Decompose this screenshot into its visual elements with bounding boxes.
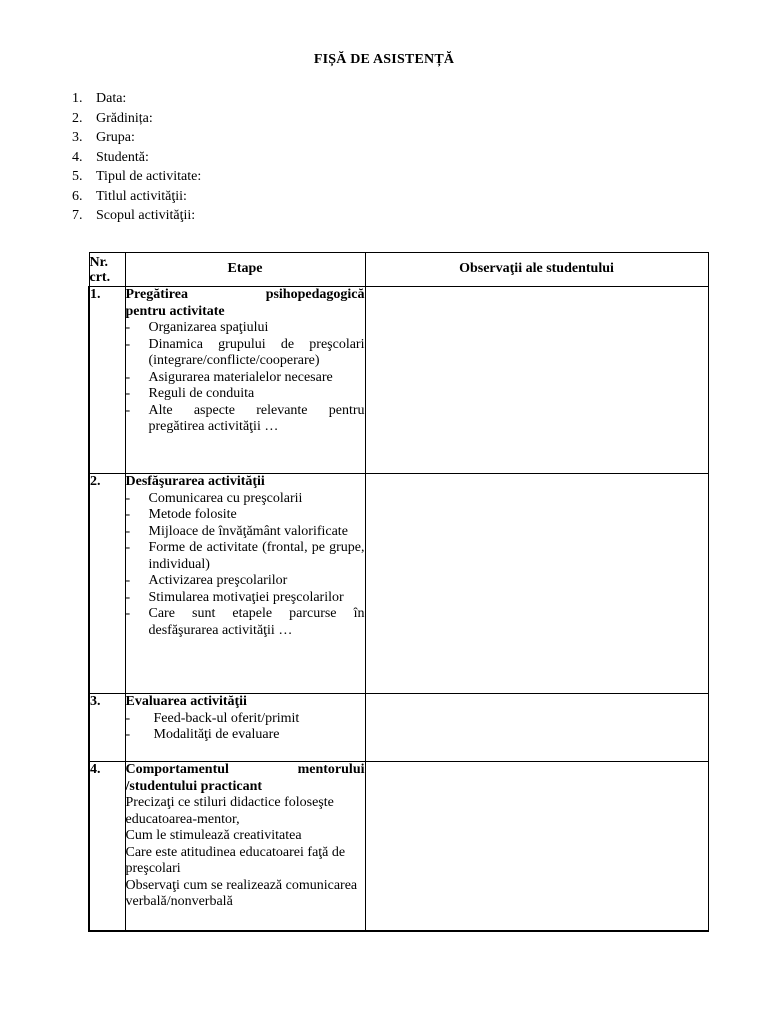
observation-table: [88, 252, 709, 932]
list-item: - Mijloace de învăţământ valorificate: [125, 523, 348, 539]
row-number: 2.: [89, 474, 125, 694]
observation-cell[interactable]: [365, 762, 708, 931]
stage-title: Desfăşurarea activităţii: [125, 474, 265, 489]
document-title: FIȘĂ DE ASISTENȚĂ: [313, 52, 455, 67]
stage-line: Care este atitudinea educatoarei faţă de preşcolari: [125, 844, 346, 876]
list-item: - Metode folosite: [125, 507, 237, 522]
row-number: 1.: [89, 287, 125, 474]
table-row: [89, 474, 708, 694]
info-list: [72, 89, 201, 226]
observation-cell[interactable]: [365, 474, 708, 694]
list-item: - Modalităţi de evaluare: [125, 727, 280, 742]
list-item: - Care sunt etapele parcurse în desfăşurarea activităţii …: [125, 606, 365, 638]
stage-cell: [125, 762, 365, 931]
stage-cell: [125, 287, 365, 474]
stage-cell: [125, 694, 365, 762]
header-stage: Etape: [125, 253, 365, 287]
stage-line: Observaţi cum se realizează comunicarea verbală/nonverbală: [125, 877, 358, 909]
observation-cell[interactable]: [365, 694, 708, 762]
list-item: - Alte aspecte relevante pentru pregătirea activităţii …: [125, 402, 365, 434]
row-number: 4.: [89, 762, 125, 931]
info-item-activity-title: 6. Titlul activităţii:: [72, 188, 187, 204]
stage-line: Cum le stimulează creativitatea: [125, 828, 302, 843]
stage-item-list: [126, 711, 365, 744]
table-row: [89, 694, 708, 762]
header-observations: Observaţii ale studentului: [365, 253, 708, 287]
list-item: - Activizarea preşcolarilor: [125, 573, 288, 588]
row-number: 3.: [89, 694, 125, 762]
table-row: [89, 762, 708, 931]
stage-title-continued: pentru activitate: [125, 303, 225, 319]
stage-item-list: [126, 491, 365, 640]
list-item: - Reguli de conduita: [125, 386, 255, 401]
info-item-kindergarten: 2. Grădinița:: [72, 110, 153, 126]
info-item-date: 1. Data:: [72, 91, 127, 106]
table-row: [89, 287, 708, 474]
list-item: - Feed-back-ul oferit/primit: [125, 710, 300, 726]
stage-title: Pregătirea psihopedagogică: [125, 287, 365, 302]
info-item-activity-purpose: 7. Scopul activităţii:: [72, 208, 196, 223]
stage-cell: [125, 474, 365, 694]
list-item: - Asigurarea materialelor necesare: [125, 369, 333, 385]
info-item-activity-type: 5. Tipul de activitate:: [72, 169, 202, 184]
stage-line: Precizaţi ce stiluri didactice foloseşte educatoarea-mentor,: [125, 795, 334, 827]
list-item: - Organizarea spaţiului: [125, 320, 269, 335]
observation-cell[interactable]: [365, 287, 708, 474]
stage-item-list: [126, 320, 365, 436]
stage-title: Comportamentul mentorului /studentului practicant: [125, 762, 365, 794]
table-header-row: [89, 253, 708, 287]
list-item: - Dinamica grupului de preşcolari (integrare/conflicte/cooperare): [125, 336, 365, 368]
list-item: - Comunicarea cu preşcolarii: [125, 490, 303, 506]
stage-title: Evaluarea activităţii: [125, 694, 247, 709]
header-nr: Nr. crt.: [89, 253, 125, 287]
info-item-student: 4. Studentă:: [72, 149, 149, 165]
list-item: - Forme de activitate (frontal, pe grupe, individual): [125, 540, 365, 572]
list-item: - Stimularea motivaţiei preşcolarilor: [125, 589, 344, 605]
info-item-group: 3. Grupa:: [72, 130, 135, 145]
